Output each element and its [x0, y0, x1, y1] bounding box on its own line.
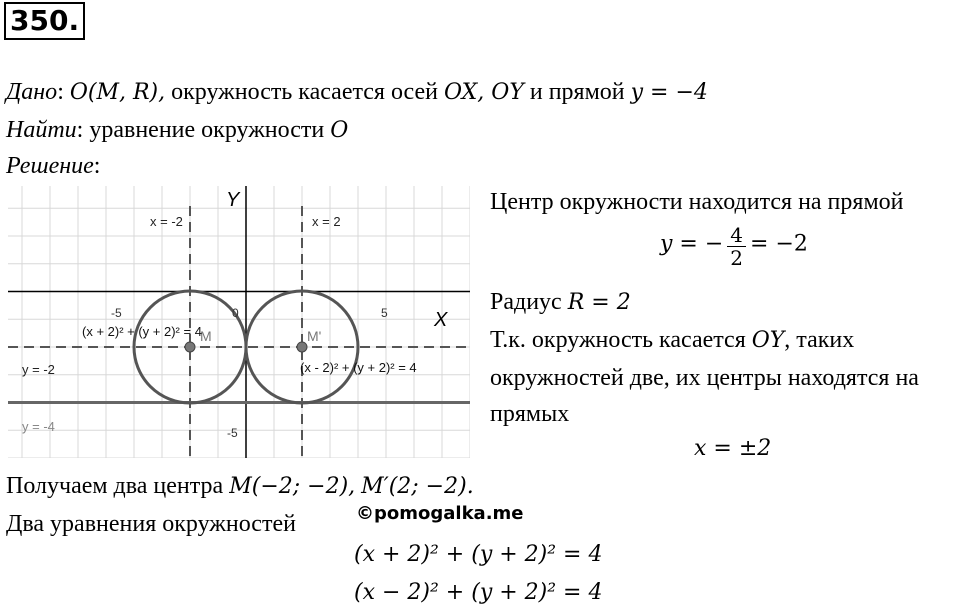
coordinate-graph	[8, 186, 470, 458]
tick-5-x: 5	[381, 306, 388, 320]
axis-x-label: X	[434, 309, 448, 331]
equations-label: Два уравнения окружностей	[6, 511, 296, 537]
eq-rhs: = −2	[750, 231, 808, 257]
given-text2: и прямой	[529, 79, 625, 105]
watermark: ©pomogalka.me	[356, 503, 524, 524]
find-label: Найти	[6, 117, 77, 143]
frac-num: 4	[727, 224, 746, 247]
centers-line	[6, 472, 474, 501]
right-line4: окружностей две, их центры находятся на	[490, 365, 919, 391]
solution-colon: :	[93, 153, 101, 179]
equation-1: (x + 2)² + (y + 2)² = 4	[354, 542, 603, 567]
tick-neg5-y: -5	[227, 426, 238, 440]
find-line	[6, 116, 348, 145]
graph-eq-right: (x - 2)² + (y + 2)² = 4	[300, 360, 417, 375]
equation-2: (x − 2)² + (y + 2)² = 4	[354, 580, 603, 605]
axis-y-label: Y	[226, 189, 240, 211]
tk-tail: , таких	[784, 327, 855, 353]
given-line-eq: y = −4	[630, 80, 708, 105]
solution-line	[6, 152, 100, 180]
x-equation: x = ±2	[694, 436, 772, 461]
radius-eq: R = 2	[567, 290, 631, 315]
tk-line	[490, 326, 854, 355]
tk-var: OY	[751, 328, 785, 353]
point-m-prime	[297, 342, 307, 352]
label-y-neg4: y = -4	[22, 419, 55, 434]
frac-den: 2	[730, 246, 744, 270]
label-point-m-prime: M'	[307, 328, 322, 344]
tick-neg5-x: -5	[111, 306, 122, 320]
point-m	[185, 342, 195, 352]
solution-label: Решение	[6, 153, 94, 179]
tick-0: 0	[232, 306, 239, 320]
label-point-m: M	[200, 328, 212, 344]
find-text: : уравнение окружности	[76, 117, 325, 143]
given-label: Дано	[6, 79, 58, 105]
eq-lhs: y = −	[660, 231, 724, 257]
right-line5: прямых	[490, 401, 570, 427]
given-text1: окружность касается осей	[171, 79, 438, 105]
fraction	[727, 224, 746, 269]
given-line	[6, 78, 708, 107]
tk-text: Т.к. окружность касается	[490, 327, 746, 353]
label-y-neg2: y = -2	[22, 362, 55, 377]
radius-line	[490, 288, 631, 317]
given-axes: OX, OY	[444, 80, 524, 105]
right-line1: Центр окружности находится на прямой	[490, 189, 904, 215]
radius-text: Радиус	[490, 289, 562, 315]
given-circle: O(M, R),	[69, 80, 166, 105]
center-m-prime: M′(2; −2).	[361, 474, 474, 499]
find-var: O	[330, 118, 349, 143]
given-colon: :	[57, 79, 64, 105]
label-x-2: x = 2	[312, 214, 341, 229]
center-line-equation	[660, 224, 808, 269]
label-x-neg2: x = -2	[150, 214, 183, 229]
graph-eq-left: (x + 2)² + (y + 2)² = 4	[82, 324, 202, 339]
problem-number: 350.	[4, 2, 85, 40]
centers-text: Получаем два центра	[6, 473, 224, 499]
center-m: M(−2; −2),	[229, 474, 356, 499]
